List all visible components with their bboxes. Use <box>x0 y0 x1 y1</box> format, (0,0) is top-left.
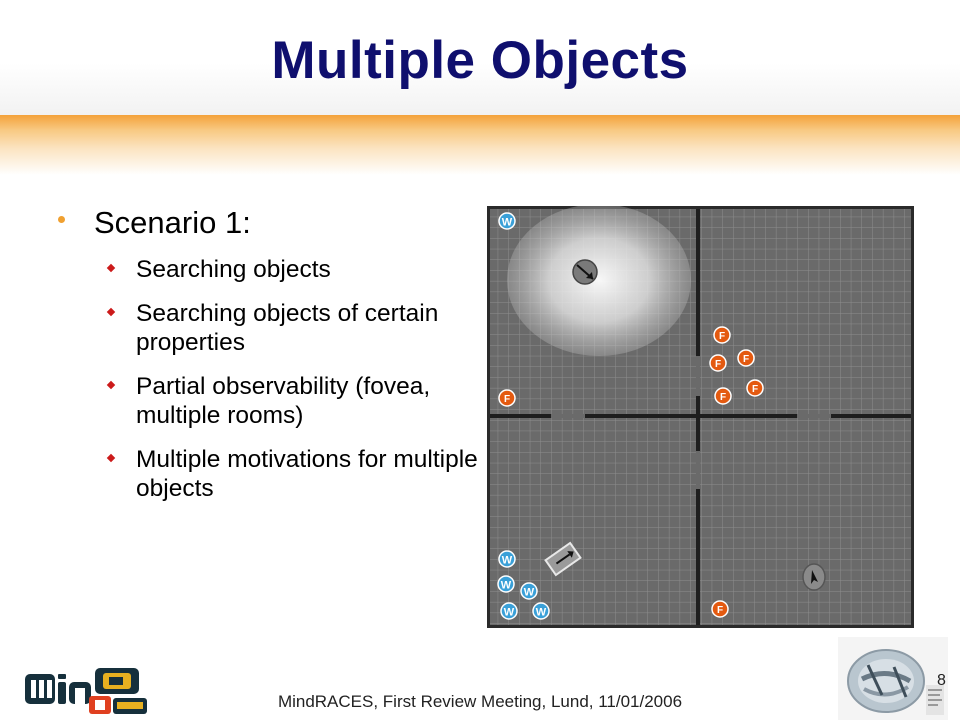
diamond-bullet-icon <box>107 454 115 462</box>
subbullet-4 <box>58 445 478 503</box>
bullet-text: Scenario 1: <box>94 205 251 240</box>
diamond-bullet-icon <box>107 381 115 389</box>
subbullet-text: Searching objects <box>136 256 331 283</box>
food-label: F <box>716 605 724 616</box>
door-gap <box>696 451 700 489</box>
water-label: W <box>535 606 547 619</box>
subbullet-text: Multiple motivations for multiple objects <box>136 446 478 502</box>
food-label: F <box>718 331 726 342</box>
food-label: F <box>751 384 759 395</box>
food-label: F <box>719 392 727 403</box>
bullet-scenario <box>58 205 478 241</box>
water-label: W <box>503 606 515 619</box>
title-band <box>0 115 960 175</box>
simulation-scene <box>487 206 914 628</box>
subbullet-1 <box>58 255 478 284</box>
door-gap <box>551 414 585 418</box>
page-number: 8 <box>937 672 946 689</box>
water-label: W <box>501 554 513 567</box>
diamond-bullet-icon <box>107 308 115 316</box>
door-gap <box>797 414 831 418</box>
door-gap <box>696 356 700 396</box>
water-label: W <box>523 586 535 599</box>
food-label: F <box>742 354 750 365</box>
water-label: W <box>500 579 512 592</box>
slide-footer: MindRACES, First Review Meeting, Lund, 11/01/2006 <box>277 692 683 711</box>
water-label: W <box>501 216 513 229</box>
bullet-dot-icon <box>58 216 65 223</box>
diamond-bullet-icon <box>107 264 115 272</box>
food-label: F <box>714 359 722 370</box>
subbullet-3 <box>58 372 478 430</box>
fovea-glow <box>507 206 691 356</box>
subbullet-text: Searching objects of certain properties <box>136 300 439 356</box>
subbullet-2 <box>58 299 478 357</box>
slide-title: Multiple Objects <box>271 31 689 90</box>
agent-active <box>573 260 597 284</box>
agent-idle <box>803 564 825 590</box>
subbullet-text: Partial observability (fovea, multiple rooms) <box>136 373 431 429</box>
food-label: F <box>503 394 511 405</box>
bullet-list <box>58 205 478 518</box>
